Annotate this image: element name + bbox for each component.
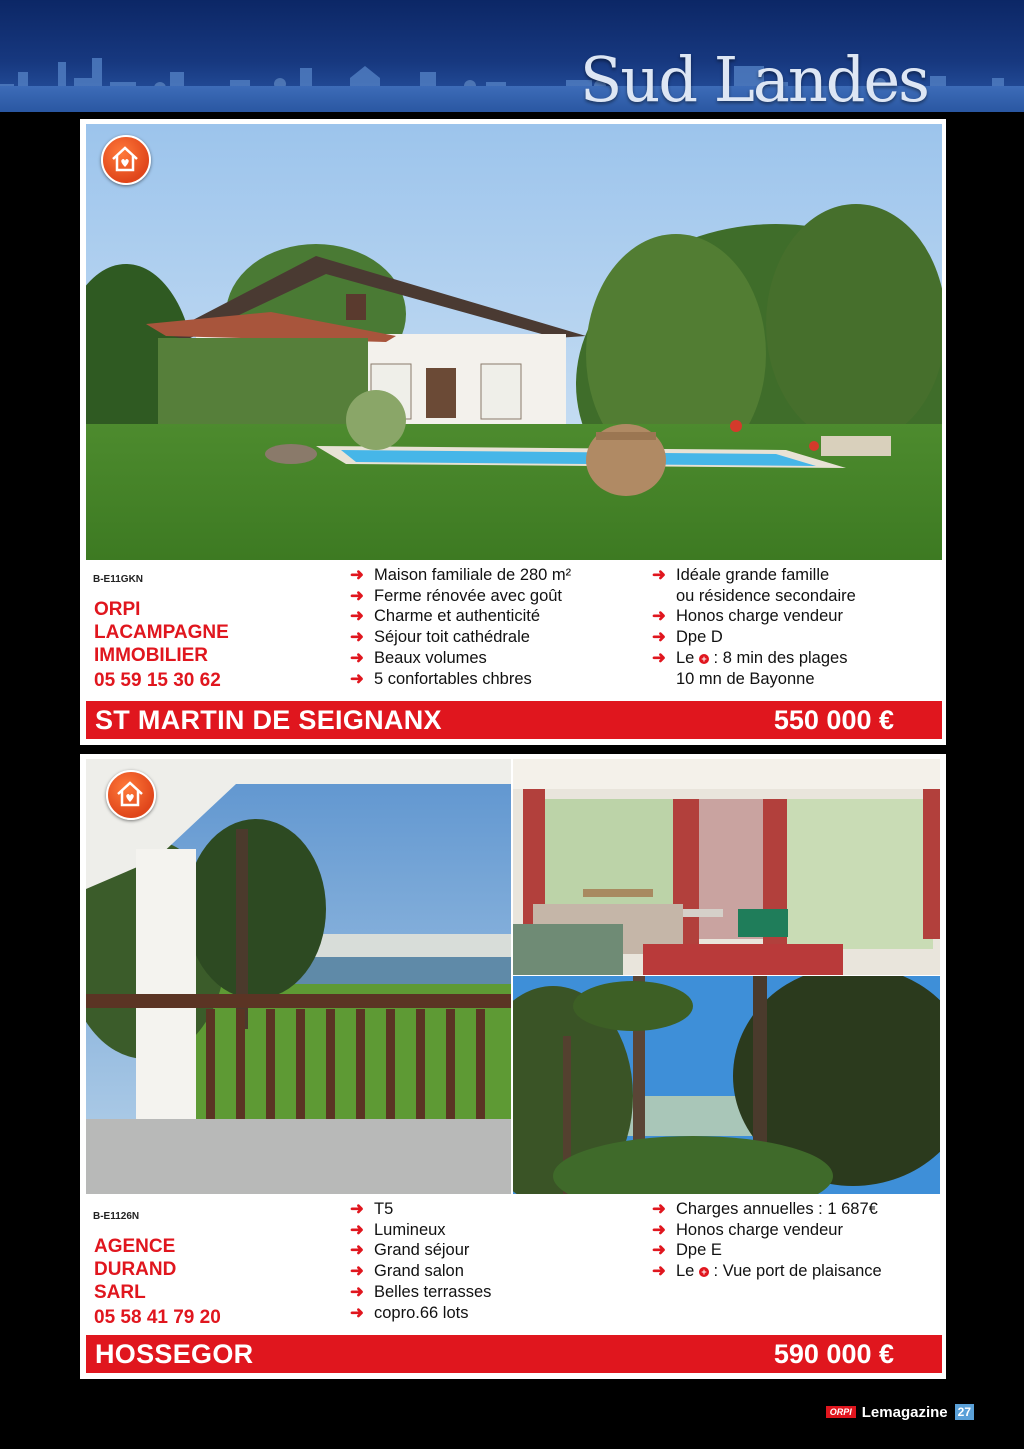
arrow-right-icon: ➜ bbox=[350, 1282, 364, 1301]
agency-name-line: IMMOBILIER bbox=[94, 645, 208, 666]
arrow-right-icon: ➜ bbox=[350, 1241, 364, 1260]
arrow-right-icon: ➜ bbox=[652, 1262, 666, 1281]
section-title: Sud Landes bbox=[579, 43, 928, 112]
features-list-right bbox=[652, 1199, 882, 1282]
feature-item: ➜ Maison familiale de 280 m² bbox=[350, 566, 572, 584]
feature-item: ➜ Lumineux bbox=[350, 1220, 446, 1239]
arrow-right-icon: ➜ bbox=[652, 648, 666, 667]
feature-item: ➜ 5 confortables chbres bbox=[350, 669, 532, 688]
agency-name-line: DURAND bbox=[94, 1259, 177, 1280]
arrow-right-icon: ➜ bbox=[350, 1303, 364, 1322]
feature-item: ➜ Belles terrasses bbox=[350, 1282, 492, 1301]
agency-name-line: ORPI bbox=[94, 599, 141, 620]
listing-card-2[interactable] bbox=[80, 754, 946, 1379]
feature-item: ➜ Honos charge vendeur bbox=[652, 1220, 843, 1239]
arrow-right-icon: ➜ bbox=[652, 628, 666, 647]
feature-item: 10 mn de Bayonne bbox=[676, 669, 815, 688]
features-list-left bbox=[350, 565, 571, 689]
house-heart-icon bbox=[110, 145, 140, 173]
feature-item: ➜ T5 bbox=[350, 1200, 394, 1218]
page-number: 27 bbox=[955, 1404, 974, 1420]
page-header bbox=[0, 0, 1024, 112]
page-footer bbox=[826, 1401, 974, 1423]
feature-item: ➜ Beaux volumes bbox=[350, 648, 487, 667]
feature-item: ➜ Dpe D bbox=[652, 628, 723, 647]
orpi-logo: ORPI bbox=[826, 1406, 856, 1418]
magazine-name: Lemagazine bbox=[861, 1403, 948, 1421]
arrow-right-icon: ➜ bbox=[350, 648, 364, 667]
agency-info bbox=[94, 1235, 221, 1329]
arrow-right-icon: ➜ bbox=[652, 1220, 666, 1239]
arrow-right-icon: ➜ bbox=[652, 566, 666, 584]
arrow-right-icon: ➜ bbox=[350, 586, 364, 605]
agency-phone[interactable]: 05 58 41 79 20 bbox=[94, 1307, 221, 1328]
listing-price: 550 000 € bbox=[773, 705, 894, 735]
feature-item: ➜ Charges annuelles : 1 687€ bbox=[652, 1200, 878, 1218]
listing-photo-pine-view[interactable] bbox=[513, 976, 940, 1194]
arrow-right-icon: ➜ bbox=[652, 1241, 666, 1260]
agency-logo-badge bbox=[106, 770, 156, 820]
listing-card-1[interactable] bbox=[80, 119, 946, 745]
feature-item: ➜ Honos charge vendeur bbox=[652, 607, 843, 626]
house-heart-icon bbox=[115, 780, 145, 808]
listing-reference: B-E11GKN bbox=[93, 574, 144, 585]
agency-info bbox=[94, 598, 229, 692]
agency-name-line: SARL bbox=[94, 1282, 146, 1303]
feature-item: ➜ Idéale grande famille bbox=[652, 566, 830, 584]
agency-phone[interactable]: 05 59 15 30 62 bbox=[94, 670, 221, 691]
listing-city: ST MARTIN DE SEIGNANX bbox=[95, 705, 442, 735]
listing-photo-living-room[interactable] bbox=[513, 759, 940, 975]
listing-photo-house-pool[interactable] bbox=[86, 124, 942, 560]
agency-name-line: AGENCE bbox=[94, 1236, 176, 1257]
listing-title-bar[interactable] bbox=[86, 701, 942, 739]
arrow-right-icon: ➜ bbox=[350, 628, 364, 647]
feature-item: ➜ Le + : Vue port de plaisance bbox=[652, 1262, 882, 1281]
feature-item: ➜ Grand salon bbox=[350, 1262, 464, 1281]
arrow-right-icon: ➜ bbox=[652, 1200, 666, 1218]
listing-title-bar[interactable] bbox=[86, 1335, 942, 1373]
arrow-right-icon: ➜ bbox=[350, 1200, 364, 1218]
agency-name-line: LACAMPAGNE bbox=[94, 622, 229, 643]
feature-item: ➜ Charme et authenticité bbox=[350, 607, 541, 626]
agency-logo-badge bbox=[101, 135, 151, 185]
feature-item: ou résidence secondaire bbox=[676, 586, 856, 605]
arrow-right-icon: ➜ bbox=[350, 1220, 364, 1239]
listing-price: 590 000 € bbox=[773, 1339, 894, 1369]
plus-circle-icon: + bbox=[699, 654, 709, 664]
features-list-left bbox=[350, 1199, 491, 1323]
feature-item: ➜ copro.66 lots bbox=[350, 1303, 469, 1322]
feature-item: ➜ Dpe E bbox=[652, 1241, 722, 1260]
feature-item: ➜ Séjour toit cathédrale bbox=[350, 628, 530, 647]
features-list-right bbox=[652, 565, 856, 689]
arrow-right-icon: ➜ bbox=[350, 607, 364, 626]
arrow-right-icon: ➜ bbox=[350, 566, 364, 584]
feature-item: ➜ Ferme rénovée avec goût bbox=[350, 586, 563, 605]
listing-photo-terrace-view[interactable] bbox=[86, 759, 511, 1194]
feature-item: ➜ Le + : 8 min des plages bbox=[652, 648, 848, 667]
arrow-right-icon: ➜ bbox=[350, 669, 364, 688]
plus-circle-icon: + bbox=[699, 1267, 709, 1277]
listing-city: HOSSEGOR bbox=[95, 1339, 254, 1369]
feature-item: ➜ Grand séjour bbox=[350, 1241, 470, 1260]
arrow-right-icon: ➜ bbox=[350, 1262, 364, 1281]
arrow-right-icon: ➜ bbox=[652, 607, 666, 626]
listing-reference: B-E1126N bbox=[93, 1211, 140, 1222]
